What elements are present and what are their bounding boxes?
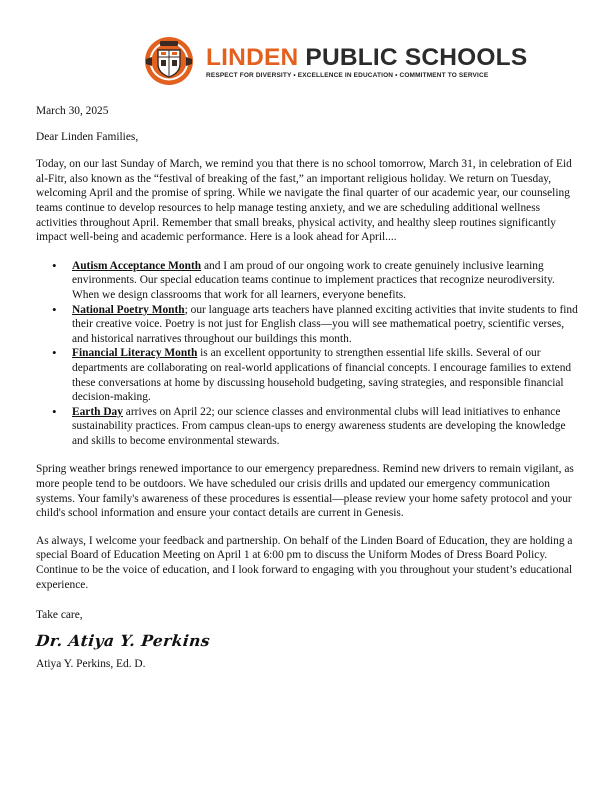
- bullet-title-poetry: National Poetry Month: [72, 303, 185, 316]
- list-item: [72, 303, 580, 347]
- bullet-text: arrives on April 22; our science classes and environmental clubs will lead initiatives to enhance sustainability practices. From campus clean-ups to energy awareness students are developing the knowledge and skills to become environmental stewards.: [72, 405, 566, 447]
- bullet-text: ; our language arts teachers have planned exciting activities that invite students to find their creative voice. Poetry is not just for English class—you will see mathematical poetry, scientific verses, and historical narratives throughout our buildings this month.: [72, 303, 578, 345]
- signature: Dr. Atiya Y. Perkins: [35, 630, 212, 650]
- april-highlights-list: [36, 259, 580, 449]
- bullet-text: is an excellent opportunity to strengthen essential life skills. Several of our departments are collaborating on real-world applications of financial concepts. I encourage families to extend these conversations at home by discussing household budgeting, saving strategies, and responsible financial decision-making.: [72, 347, 572, 404]
- school-name-first: LINDEN: [206, 44, 299, 71]
- letterhead: [0, 30, 612, 90]
- list-item: [72, 259, 580, 303]
- letter-date: March 30, 2025: [36, 105, 109, 117]
- school-crest-icon: [140, 35, 198, 87]
- spring-paragraph: Spring weather brings renewed importance to our emergency preparedness. Remind new drivers to remain vigilant, as more people tend to be outdoors. We have scheduled our crisis drills and updated our emergency communication systems. Your family's awareness of these procedures is essential—please review your home safety protocol and your child's school information and ensure your contact details are current in Genesis.: [36, 463, 574, 520]
- letter-body: [36, 104, 580, 671]
- closing-line: Take care,: [36, 609, 83, 622]
- brand-block: [206, 46, 527, 79]
- salutation: Dear Linden Families,: [36, 130, 139, 143]
- list-item: [72, 346, 580, 404]
- school-name-second: PUBLIC SCHOOLS: [305, 44, 528, 71]
- intro-paragraph: Today, on our last Sunday of March, we remind you that there is no school tomorrow, March 31, in celebration of Eid al-Fitr, also known as the “festival of breaking of the fast,” an important religious holiday. We return on Tuesday, welcoming April and the promise of spring. While we navigate the final quarter of our academic year, our counseling teams continue to develop resources to help manage testing anxiety, and we are scheduling additional wellness activities throughout April. Remember that small breaks, physical activity, and healthy sleep routines significantly impact well-being and academic performance. Here is a look ahead for April....: [36, 158, 572, 244]
- bullet-text: and I am proud of our ongoing work to create genuinely inclusive learning environments. Our special education teams continue to implement practices that recognize neurodiversity. When we design classrooms that work for all learners, everyone benefits.: [72, 259, 555, 301]
- bullet-title-earth-day: Earth Day: [72, 405, 123, 418]
- closing-paragraph: As always, I welcome your feedback and partnership. On behalf of the Linden Board of Education, they are holding a special Board of Education Meeting on April 1 at 6:00 pm to discuss the Uniform Modes of Dress Board Policy. Continue to be the voice of education, and I look forward to engaging with you throughout your student’s educational experience.: [36, 534, 573, 591]
- school-tagline: RESPECT FOR DIVERSITY • EXCELLENCE IN EDUCATION • COMMITMENT TO SERVICE: [206, 72, 489, 79]
- school-name: [206, 46, 527, 70]
- bullet-title-autism: Autism Acceptance Month: [72, 259, 202, 272]
- printed-name: Atiya Y. Perkins, Ed. D.: [36, 657, 146, 670]
- list-item: [72, 405, 580, 449]
- bullet-title-financial: Financial Literacy Month: [72, 347, 198, 360]
